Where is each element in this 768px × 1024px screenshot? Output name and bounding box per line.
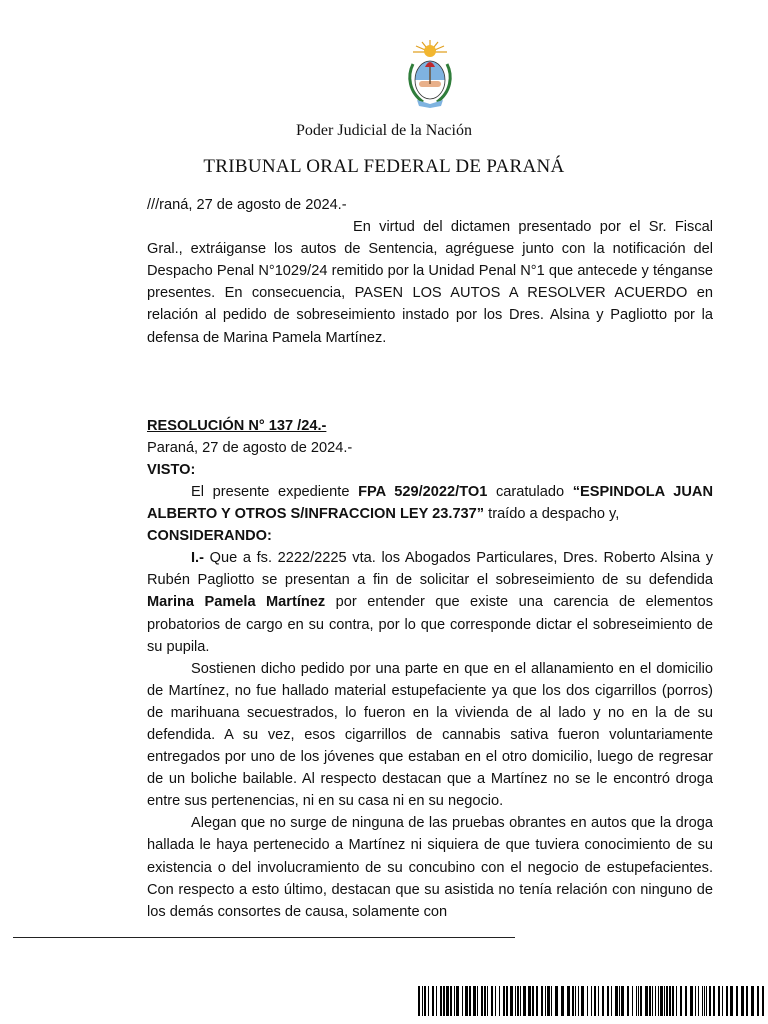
considerando-heading: CONSIDERANDO: [147,528,272,545]
considerando-paragraph-2: Sostienen dicho pedido por una parte en que en el allanamiento en el domicilio de Martínez, no fue hallado material estupefaciente ya que los dos cigarrillos (porros) de marihuana secuestrados, lo fueron en la vivienda de al lado y no en la de su defendida. A su vez, esos cigarrillos de cannabis sativa fueron voluntariamente entregados por uno de los jóvenes que estaban en el otro domicilio, luego de regresar de un boliche bailable. Al respecto destacan que a Martínez no se le encontró droga entre sus pertenencias, ni en su casa ni en su negocio. [147,660,713,810]
document-body [147,194,713,923]
barcode-icon [418,986,768,1016]
footnote-separator [13,937,515,938]
preamble-text: En virtud del dictamen presentado por el Sr. Fiscal Gral., extráiganse los autos de Sentencia, agréguese junto con la notificación del Despacho Penal N°1029/24 remitido por la Unidad Penal N°1 que antecede y ténganse presentes. En consecuencia, PASEN LOS AUTOS A RESOLVER ACUERDO en relación al pedido de sobreseimiento instado por los Dres. Alsina y Pagliotto por la defensa de Marina Pamela Martínez. [147,219,713,346]
paragraph-text: por entender que existe una carencia de elementos probatorios de cargo en su contra, por lo que corresponde dictar el sobreseimiento de su pupila. [147,594,713,655]
defendant-name: Marina Pamela Martínez [147,594,326,611]
paragraph-label: I.- [191,550,204,567]
resolution-number: RESOLUCIÓN N° 137 /24.- [147,417,327,434]
visto-text: traído a despacho y, [484,506,620,523]
case-number: FPA 529/2022/TO1 [358,483,488,500]
considerando-paragraph-3: Alegan que no surge de ninguna de las pruebas obrantes en autos que la droga hallada le haya pertenecido a Martínez ni siquiera de que tuviera conocimiento de su existencia o del involucramiento de su concubino con el negocio de estupefacientes. Con respecto a esto último, destacan que su asistida no tenía relación con ninguno de los demás consortes de causa, solamente con [147,815,713,920]
visto-paragraph [147,481,713,525]
visto-text: caratulado [487,483,573,500]
paragraph-text: Que a fs. 2222/2225 vta. los Abogados Particulares, Dres. Roberto Alsina y Rubén Pagliotto se presentan a fin de solicitar el sobreseimiento de su defendida [147,550,713,589]
considerando-paragraph-1 [147,547,713,657]
tribunal-name: TRIBUNAL ORAL FEDERAL DE PARANÁ [203,156,565,177]
institution-name: Poder Judicial de la Nación [296,122,472,139]
argentina-coat-of-arms-icon [405,38,455,110]
resolution-date: Paraná, 27 de agosto de 2024.- [147,439,353,456]
visto-heading: VISTO: [147,461,196,478]
preamble-date: ///raná, 27 de agosto de 2024.- [147,197,347,213]
case-caption: “ESPINDOLA JUAN ALBERTO Y OTROS S/INFRACCION LEY 23.737” [147,483,714,523]
visto-text: El presente expediente [191,483,359,500]
spacer [147,349,713,415]
